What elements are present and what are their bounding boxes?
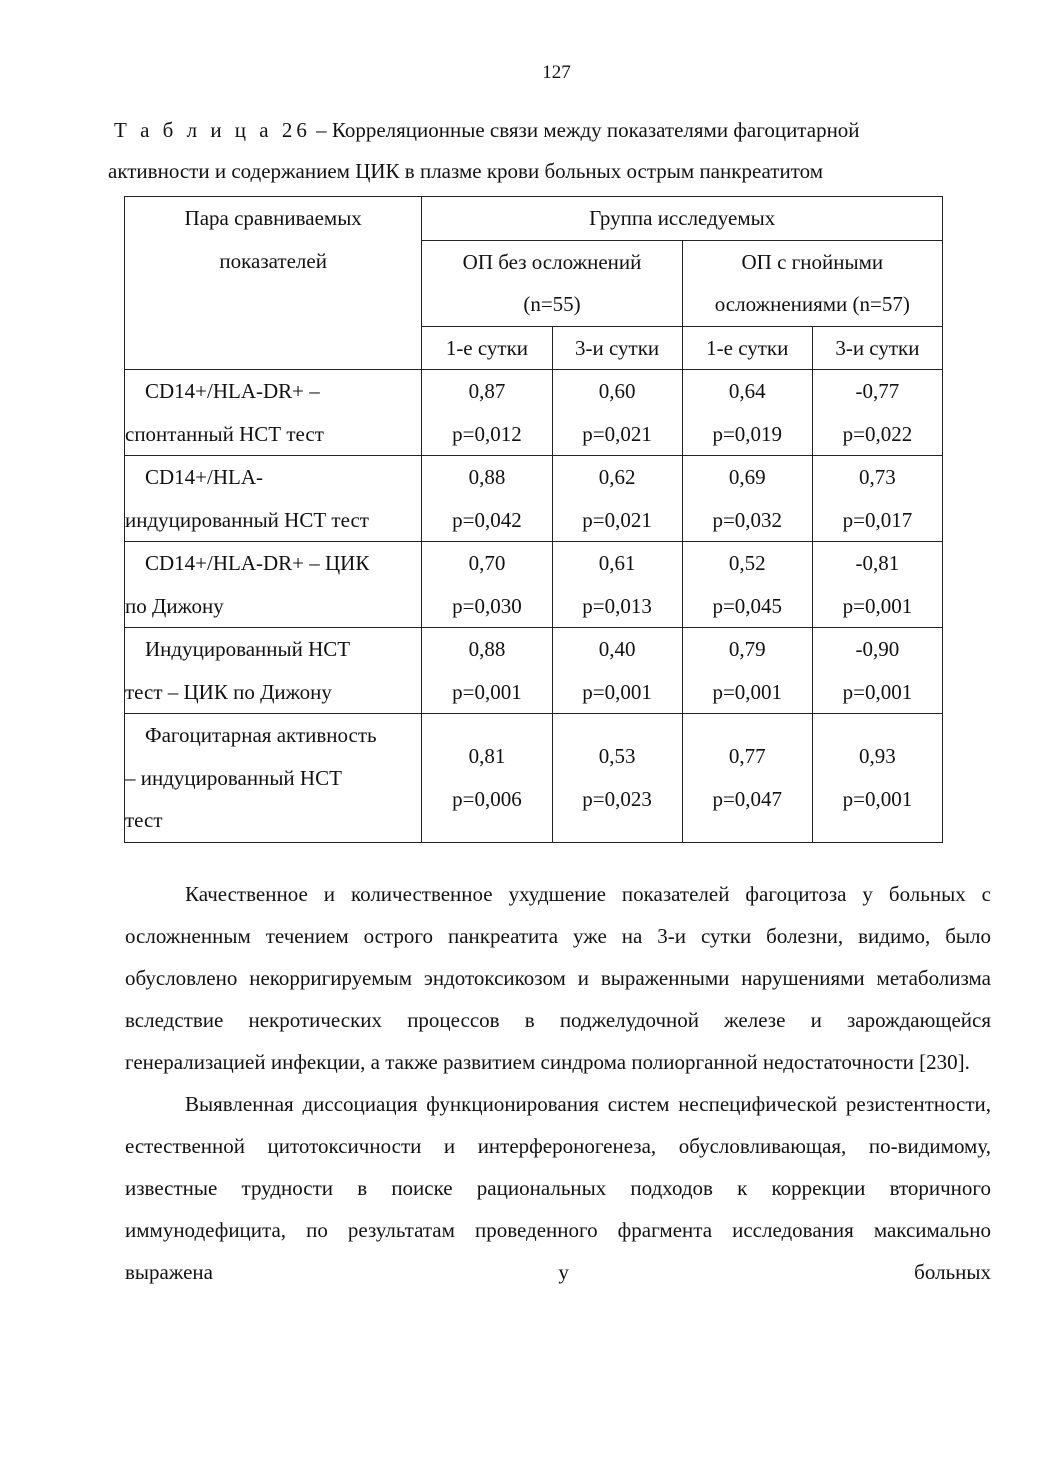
table-row <box>125 714 943 843</box>
value-cell <box>422 456 552 542</box>
header-g2-day3: 3-и сутки <box>812 326 942 370</box>
table-caption <box>108 110 968 192</box>
correlation-value: 0,87 <box>468 379 506 403</box>
value-cell <box>682 714 812 843</box>
caption-line-1 <box>108 110 968 151</box>
correlation-value: 0,88 <box>468 465 506 489</box>
p-value: p=0,001 <box>452 679 522 704</box>
header-pair-line-2: показателей <box>219 248 327 273</box>
pair-line: Индуцированный НСТ <box>145 637 351 661</box>
value-cell <box>682 456 812 542</box>
correlation-value: 0,88 <box>468 637 506 661</box>
p-value: p=0,022 <box>842 421 913 446</box>
p-value: p=0,032 <box>712 507 783 532</box>
pair-line: тест – ЦИК по Дижону <box>125 679 332 704</box>
correlation-table <box>124 196 943 843</box>
correlation-value: 0,73 <box>859 465 896 489</box>
value-cell <box>682 542 812 628</box>
p-value: p=0,019 <box>712 421 783 446</box>
header-group-2-line-2: осложнениями (n=57) <box>714 292 910 316</box>
table-row <box>125 628 943 714</box>
p-value: p=0,042 <box>452 507 522 532</box>
value-cell <box>812 714 942 843</box>
pair-line: тест <box>125 808 163 832</box>
pair-cell <box>125 456 422 542</box>
header-g1-day1: 1-е сутки <box>422 326 552 370</box>
caption-line-2: активности и содержанием ЦИК в плазме крови больных острым панкреатитом <box>108 159 824 183</box>
value-cell <box>682 370 812 456</box>
value-cell <box>422 370 552 456</box>
correlation-value: -0,81 <box>855 551 900 575</box>
correlation-value: 0,93 <box>859 744 896 769</box>
pair-cell <box>125 542 422 628</box>
value-cell <box>812 628 942 714</box>
value-cell <box>812 542 942 628</box>
p-value: p=0,001 <box>712 679 783 704</box>
pair-line: по Дижону <box>125 593 224 618</box>
table-row <box>125 456 943 542</box>
correlation-value: 0,62 <box>598 465 636 489</box>
p-value: p=0,045 <box>712 593 783 618</box>
correlation-value: 0,61 <box>598 551 636 575</box>
correlation-value: 0,53 <box>598 744 636 769</box>
value-cell <box>422 542 552 628</box>
pair-line: Фагоцитарная активность <box>145 723 377 747</box>
value-cell <box>552 542 682 628</box>
pair-line: – индуцированный НСТ <box>125 765 342 790</box>
p-value: p=0,006 <box>452 786 522 811</box>
correlation-value: 0,60 <box>598 379 636 403</box>
body-text <box>125 873 991 1293</box>
caption-line-1-rest: – Корреляционные связи между показателями фагоцитарной <box>310 118 860 142</box>
pair-line: индуцированный НСТ тест <box>125 507 369 532</box>
correlation-value: 0,40 <box>598 637 636 661</box>
value-cell <box>552 370 682 456</box>
header-group-1-line-2: (n=55) <box>523 292 581 316</box>
header-group-2-cell <box>682 240 942 326</box>
p-value: p=0,047 <box>712 786 783 811</box>
paragraph-1: Качественное и количественное ухудшение показателей фагоцитоза у больных с осложненным течением острого панкреатита уже на 3-и сутки болезни, видимо, было обусловлено некорригируемым эндотоксикозом и выраженными нарушениями метаболизма вследствие некротических процессов в поджелудочной железе и зарождающейся генерализацией инфекции, а также развитием синдрома полиорганной недостаточности [230]. <box>125 882 991 1074</box>
table-row <box>125 370 943 456</box>
header-g2-day1: 1-е сутки <box>682 326 812 370</box>
correlation-value: 0,69 <box>728 465 766 489</box>
value-cell <box>682 628 812 714</box>
pair-cell <box>125 714 422 843</box>
header-group-1-line-1: ОП без осложнений <box>462 249 642 274</box>
correlation-value: -0,90 <box>855 637 900 661</box>
caption-prefix: Т а б л и ц а 26 <box>114 118 311 142</box>
pair-line: CD14+/HLA- <box>145 465 264 489</box>
pair-line: спонтанный НСТ тест <box>125 421 324 446</box>
value-cell <box>552 628 682 714</box>
value-cell <box>552 456 682 542</box>
correlation-value: 0,77 <box>728 744 766 769</box>
header-group-cell: Группа исследуемых <box>422 197 943 241</box>
value-cell <box>812 456 942 542</box>
value-cell <box>422 628 552 714</box>
table-header-row-1 <box>125 197 943 241</box>
p-value: p=0,012 <box>452 421 522 446</box>
pair-cell <box>125 628 422 714</box>
paragraph-2: Выявленная диссоциация функционирования систем неспецифической резистентности, естественной цитотоксичности и интерфероногенеза, обусловливающая, по-видимому, известные трудности в поиске рациональных подходов к коррекции вторичного иммунодефицита, по результатам проведенного фрагмента исследования максимально выражена у больных <box>125 1092 991 1284</box>
p-value: p=0,017 <box>842 507 913 532</box>
p-value: p=0,001 <box>842 593 913 618</box>
correlation-value: 0,52 <box>728 551 766 575</box>
correlation-value: 0,79 <box>728 637 766 661</box>
correlation-value: 0,70 <box>468 551 506 575</box>
page-number: 127 <box>542 62 571 83</box>
header-group-2-line-1: ОП с гнойными <box>741 249 884 274</box>
value-cell <box>422 714 552 843</box>
value-cell <box>552 714 682 843</box>
p-value: p=0,001 <box>582 679 652 704</box>
p-value: p=0,001 <box>842 679 913 704</box>
p-value: p=0,021 <box>582 507 652 532</box>
header-pair-cell <box>125 197 422 370</box>
header-g1-day3: 3-и сутки <box>552 326 682 370</box>
p-value: p=0,001 <box>842 786 913 811</box>
p-value: p=0,030 <box>452 593 522 618</box>
p-value: p=0,023 <box>582 786 652 811</box>
correlation-value: -0,77 <box>855 379 900 403</box>
p-value: p=0,021 <box>582 421 652 446</box>
table-row <box>125 542 943 628</box>
correlation-value: 0,81 <box>468 744 506 769</box>
pair-line: CD14+/HLA-DR+ – <box>145 379 320 403</box>
pair-cell <box>125 370 422 456</box>
correlation-value: 0,64 <box>728 379 766 403</box>
pair-line: CD14+/HLA-DR+ – ЦИК <box>145 551 370 575</box>
header-pair-line-1: Пара сравниваемых <box>184 206 362 230</box>
p-value: p=0,013 <box>582 593 652 618</box>
header-group-1-cell <box>422 240 682 326</box>
value-cell <box>812 370 942 456</box>
